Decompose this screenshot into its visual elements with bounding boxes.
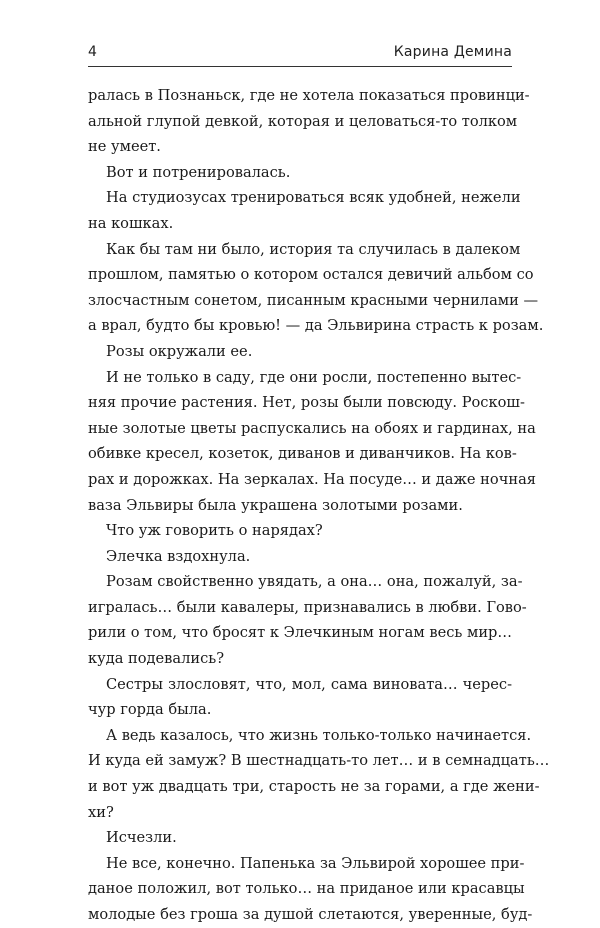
text-line: злосчастным сонетом, писанным красными чернилами — <box>88 291 539 309</box>
text-line: ваза Эльвиры была украшена золотыми розами. <box>88 496 463 514</box>
text-line: рах и дорожках. На зеркалах. На посуде… и даже ночная <box>88 470 536 488</box>
text-line: Розы окружали ее. <box>106 342 253 360</box>
text-line: На студиозусах тренироваться всяк удобней, нежели <box>106 189 521 207</box>
running-header <box>88 40 512 64</box>
text-line: и вот уж двадцать три, старость не за горами, а где жени- <box>88 778 540 796</box>
text-line: даное положил, вот только… на приданое или красавцы <box>88 880 525 898</box>
text-line: Сестры злословят, что, мол, сама виновата… черес- <box>106 675 512 693</box>
page-number: 4 <box>88 44 98 60</box>
text-line: хи? <box>88 803 114 821</box>
text-line: обивке кресел, козеток, диванов и диванчиков. На ков- <box>88 445 517 463</box>
text-line: чур горда была. <box>88 701 212 719</box>
text-line: ралась в Познаньск, где не хотела показаться провинци- <box>88 87 530 104</box>
text-line: няя прочие растения. Нет, розы были повсюду. Роскош- <box>88 394 525 412</box>
text-line: Как бы там ни было, история та случилась в далеком <box>106 240 521 258</box>
text-line: И куда ей замуж? В шестнадцать-то лет… и в семнадцать… <box>88 752 550 770</box>
text-line: не умеет. <box>88 138 161 156</box>
text-line: Элечка вздохнула. <box>106 547 251 565</box>
text-line: Не все, конечно. Папенька за Эльвирой хорошее при- <box>106 854 525 872</box>
text-line: молодые без гроша за душой слетаются, уверенные, буд- <box>88 906 533 923</box>
running-title: Карина Демина <box>393 44 512 60</box>
text-line: куда подевались? <box>88 650 225 668</box>
text-line: игралась… были кавалеры, признавались в любви. Гово- <box>88 598 527 616</box>
body-text <box>88 83 550 928</box>
text-line: Розам свойственно увядать, а она… она, пожалуй, за- <box>106 573 523 591</box>
text-line: альной глупой девкой, которая и целоваться-то толком <box>88 112 518 130</box>
text-line: А ведь казалось, что жизнь только-только начинается. <box>106 726 532 744</box>
text-line: на кошках. <box>88 214 174 232</box>
header-rule <box>88 66 512 67</box>
text-line: Что уж говорить о нарядах? <box>106 522 323 540</box>
text-line: И не только в саду, где они росли, постепенно вытес- <box>106 368 522 386</box>
text-line: Исчезли. <box>106 829 177 847</box>
text-line: а врал, будто бы кровью! — да Эльвирина страсть к розам. <box>88 317 544 335</box>
text-line: прошлом, памятью о котором остался девичий альбом со <box>88 266 534 284</box>
text-line: рили о том, что бросят к Элечкиным ногам весь мир… <box>88 624 512 642</box>
text-line: ные золотые цветы распускались на обоях и гардинах, на <box>88 419 536 437</box>
text-line: Вот и потренировалась. <box>106 163 291 181</box>
